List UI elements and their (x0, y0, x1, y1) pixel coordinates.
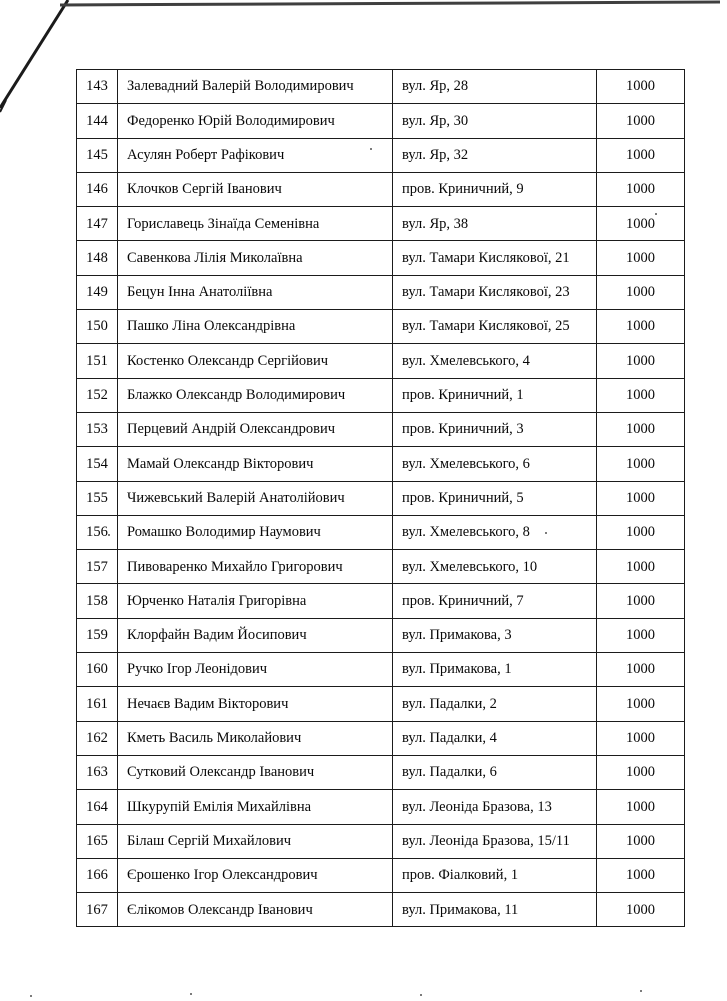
amount-cell: 1000 (597, 310, 685, 344)
amount-cell: 1000 (597, 755, 685, 789)
name-cell: Клорфайн Вадим Йосипович (118, 618, 393, 652)
table-row (77, 104, 685, 138)
address-cell: пров. Фіалковий, 1 (393, 858, 597, 892)
amount-cell: 1000 (597, 653, 685, 687)
table-row (77, 344, 685, 378)
address-cell: вул. Хмелевського, 10 (393, 550, 597, 584)
amount-cell: 1000 (597, 893, 685, 927)
name-cell: Бецун Інна Анатоліївна (118, 275, 393, 309)
table-row (77, 481, 685, 515)
row-number-cell: 161 (77, 687, 118, 721)
table-row (77, 858, 685, 892)
name-cell: Нечаєв Вадим Вікторович (118, 687, 393, 721)
name-cell: Гориславець Зінаїда Семенівна (118, 207, 393, 241)
row-number-cell: 153 (77, 412, 118, 446)
table-row (77, 515, 685, 549)
name-cell: Блажко Олександр Володимирович (118, 378, 393, 412)
address-cell: вул. Тамари Кислякової, 21 (393, 241, 597, 275)
row-number-cell: 144 (77, 104, 118, 138)
row-number-cell: 148 (77, 241, 118, 275)
name-cell: Ручко Ігор Леонідович (118, 653, 393, 687)
row-number-cell: 155 (77, 481, 118, 515)
address-cell: пров. Криничний, 1 (393, 378, 597, 412)
address-cell: вул. Яр, 32 (393, 138, 597, 172)
name-cell: Білаш Сергій Михайлович (118, 824, 393, 858)
row-number-cell: 165 (77, 824, 118, 858)
name-cell: Чижевський Валерій Анатолійович (118, 481, 393, 515)
address-cell: пров. Криничний, 5 (393, 481, 597, 515)
scan-edge-line (60, 1, 720, 7)
address-cell: вул. Тамари Кислякової, 25 (393, 310, 597, 344)
row-number-cell: 159 (77, 618, 118, 652)
amount-cell: 1000 (597, 378, 685, 412)
amount-cell: 1000 (597, 207, 685, 241)
address-cell: вул. Примакова, 3 (393, 618, 597, 652)
address-cell: вул. Примакова, 11 (393, 893, 597, 927)
address-cell: вул. Яр, 28 (393, 70, 597, 104)
row-number-cell: 167 (77, 893, 118, 927)
row-number-cell: 158 (77, 584, 118, 618)
amount-cell: 1000 (597, 241, 685, 275)
table-row (77, 824, 685, 858)
table-row (77, 893, 685, 927)
address-cell: пров. Криничний, 9 (393, 172, 597, 206)
amount-cell: 1000 (597, 721, 685, 755)
row-number-cell: 162 (77, 721, 118, 755)
amount-cell: 1000 (597, 687, 685, 721)
table-row (77, 721, 685, 755)
address-cell: вул. Падалки, 6 (393, 755, 597, 789)
table-row (77, 687, 685, 721)
name-cell: Клочков Сергій Іванович (118, 172, 393, 206)
row-number-cell: 152 (77, 378, 118, 412)
name-cell: Пивоваренко Михайло Григорович (118, 550, 393, 584)
row-number-cell: 151 (77, 344, 118, 378)
row-number-cell: 164 (77, 790, 118, 824)
table-row (77, 310, 685, 344)
amount-cell: 1000 (597, 447, 685, 481)
amount-cell: 1000 (597, 790, 685, 824)
table-row (77, 584, 685, 618)
amount-cell: 1000 (597, 344, 685, 378)
row-number-cell: 163 (77, 755, 118, 789)
name-cell: Перцевий Андрій Олександрович (118, 412, 393, 446)
name-cell: Ромашко Володимир Наумович (118, 515, 393, 549)
amount-cell: 1000 (597, 138, 685, 172)
table-row (77, 550, 685, 584)
address-cell: вул. Тамари Кислякової, 23 (393, 275, 597, 309)
address-cell: пров. Криничний, 7 (393, 584, 597, 618)
name-cell: Сутковий Олександр Іванович (118, 755, 393, 789)
address-cell: пров. Криничний, 3 (393, 412, 597, 446)
address-cell: вул. Леоніда Бразова, 15/11 (393, 824, 597, 858)
address-cell: вул. Яр, 38 (393, 207, 597, 241)
row-number-cell: 149 (77, 275, 118, 309)
row-number-cell: 145 (77, 138, 118, 172)
amount-cell: 1000 (597, 858, 685, 892)
amount-cell: 1000 (597, 104, 685, 138)
table-row (77, 275, 685, 309)
row-number-cell: 146 (77, 172, 118, 206)
residents-table (76, 69, 685, 927)
row-number-cell: 156 (77, 515, 118, 549)
name-cell: Мамай Олександр Вікторович (118, 447, 393, 481)
table-row (77, 790, 685, 824)
table-row (77, 207, 685, 241)
address-cell: вул. Хмелевського, 6 (393, 447, 597, 481)
table-row (77, 378, 685, 412)
amount-cell: 1000 (597, 584, 685, 618)
name-cell: Юрченко Наталія Григорівна (118, 584, 393, 618)
amount-cell: 1000 (597, 70, 685, 104)
table-row (77, 412, 685, 446)
row-number-cell: 150 (77, 310, 118, 344)
amount-cell: 1000 (597, 412, 685, 446)
name-cell: Костенко Олександр Сергійович (118, 344, 393, 378)
name-cell: Залевадний Валерій Володимирович (118, 70, 393, 104)
table-row (77, 447, 685, 481)
address-cell: вул. Падалки, 4 (393, 721, 597, 755)
amount-cell: 1000 (597, 824, 685, 858)
row-number-cell: 147 (77, 207, 118, 241)
address-cell: вул. Леоніда Бразова, 13 (393, 790, 597, 824)
row-number-cell: 166 (77, 858, 118, 892)
row-number-cell: 143 (77, 70, 118, 104)
table-row (77, 138, 685, 172)
amount-cell: 1000 (597, 515, 685, 549)
table-row (77, 241, 685, 275)
row-number-cell: 154 (77, 447, 118, 481)
name-cell: Федоренко Юрій Володимирович (118, 104, 393, 138)
row-number-cell: 160 (77, 653, 118, 687)
address-cell: вул. Хмелевського, 4 (393, 344, 597, 378)
name-cell: Єрошенко Ігор Олександрович (118, 858, 393, 892)
address-cell: вул. Примакова, 1 (393, 653, 597, 687)
name-cell: Пашко Ліна Олександрівна (118, 310, 393, 344)
address-cell: вул. Падалки, 2 (393, 687, 597, 721)
amount-cell: 1000 (597, 172, 685, 206)
name-cell: Єлікомов Олександр Іванович (118, 893, 393, 927)
table-row (77, 172, 685, 206)
row-number-cell: 157 (77, 550, 118, 584)
table-row (77, 755, 685, 789)
address-cell: вул. Хмелевського, 8 (393, 515, 597, 549)
table-row (77, 70, 685, 104)
amount-cell: 1000 (597, 481, 685, 515)
name-cell: Асулян Роберт Рафікович (118, 138, 393, 172)
amount-cell: 1000 (597, 550, 685, 584)
name-cell: Шкурупій Емілія Михайлівна (118, 790, 393, 824)
name-cell: Савенкова Лілія Миколаївна (118, 241, 393, 275)
address-cell: вул. Яр, 30 (393, 104, 597, 138)
table-row (77, 653, 685, 687)
amount-cell: 1000 (597, 275, 685, 309)
residents-table-body (77, 70, 685, 927)
name-cell: Кметь Василь Миколайович (118, 721, 393, 755)
table-row (77, 618, 685, 652)
amount-cell: 1000 (597, 618, 685, 652)
